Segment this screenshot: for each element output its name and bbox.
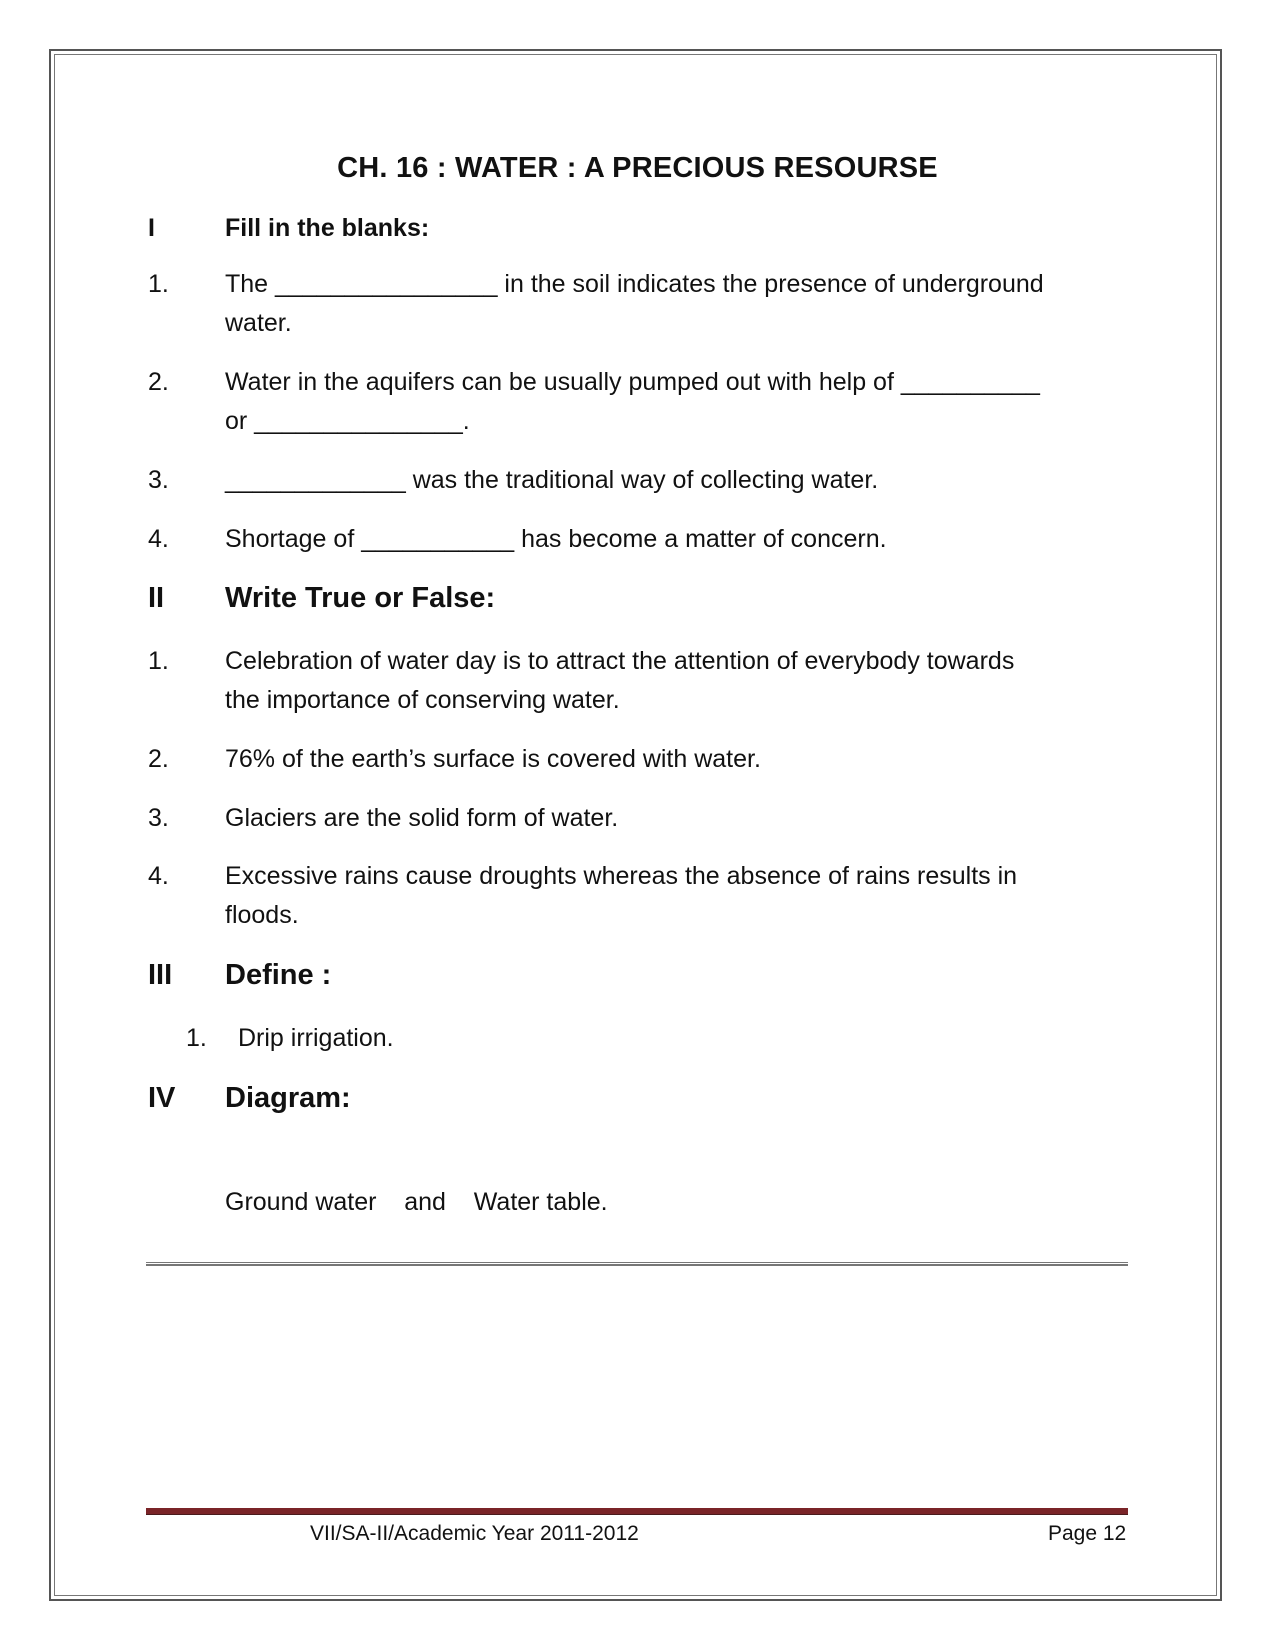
content-divider <box>146 1262 1128 1266</box>
footer-rule <box>146 1508 1128 1515</box>
section-4-numeral: IV <box>148 1082 176 1114</box>
question-number: 1. <box>186 1024 207 1052</box>
section-2-heading: Write True or False: <box>225 582 496 614</box>
question-text: The ________________ in the soil indicates the presence of underground <box>225 270 1044 298</box>
question-text: _____________ was the traditional way of collecting water. <box>225 466 879 494</box>
question-text: the importance of conserving water. <box>225 686 620 714</box>
question-text: Shortage of ___________ has become a matter of concern. <box>225 525 887 553</box>
chapter-title: CH. 16 : WATER : A PRECIOUS RESOURSE <box>337 152 938 184</box>
question-number: 3. <box>148 466 169 494</box>
question-text: water. <box>225 309 292 337</box>
question-text: floods. <box>225 901 299 929</box>
question-number: 3. <box>148 804 169 832</box>
question-text: Celebration of water day is to attract the attention of everybody towards <box>225 647 1015 675</box>
question-number: 1. <box>148 270 169 298</box>
footer-page-number: Page 12 <box>1048 1522 1127 1545</box>
question-number: 2. <box>148 368 169 396</box>
question-number: 1. <box>148 647 169 675</box>
question-number: 2. <box>148 745 169 773</box>
question-number: 4. <box>148 862 169 890</box>
diagram-text: Ground water and Water table. <box>225 1188 608 1216</box>
diagram-text-row <box>0 1141 608 1223</box>
question-text: or _______________. <box>225 407 470 435</box>
section-1-numeral: I <box>148 214 155 242</box>
question-number: 4. <box>148 525 169 553</box>
question-text: Glaciers are the solid form of water. <box>225 804 619 832</box>
section-3-heading: Define : <box>225 959 332 991</box>
question-text: Excessive rains cause droughts whereas the absence of rains results in <box>225 862 1018 890</box>
section-2-numeral: II <box>148 582 165 614</box>
section-1-heading: Fill in the blanks: <box>225 214 430 242</box>
question-text: Drip irrigation. <box>238 1024 394 1052</box>
footer-academic-year: VII/SA-II/Academic Year 2011-2012 <box>310 1522 639 1545</box>
question-text: 76% of the earth’s surface is covered with water. <box>225 745 761 773</box>
section-4-heading: Diagram: <box>225 1082 351 1114</box>
section-3-numeral: III <box>148 959 173 991</box>
question-text: Water in the aquifers can be usually pumped out with help of __________ <box>225 368 1040 396</box>
